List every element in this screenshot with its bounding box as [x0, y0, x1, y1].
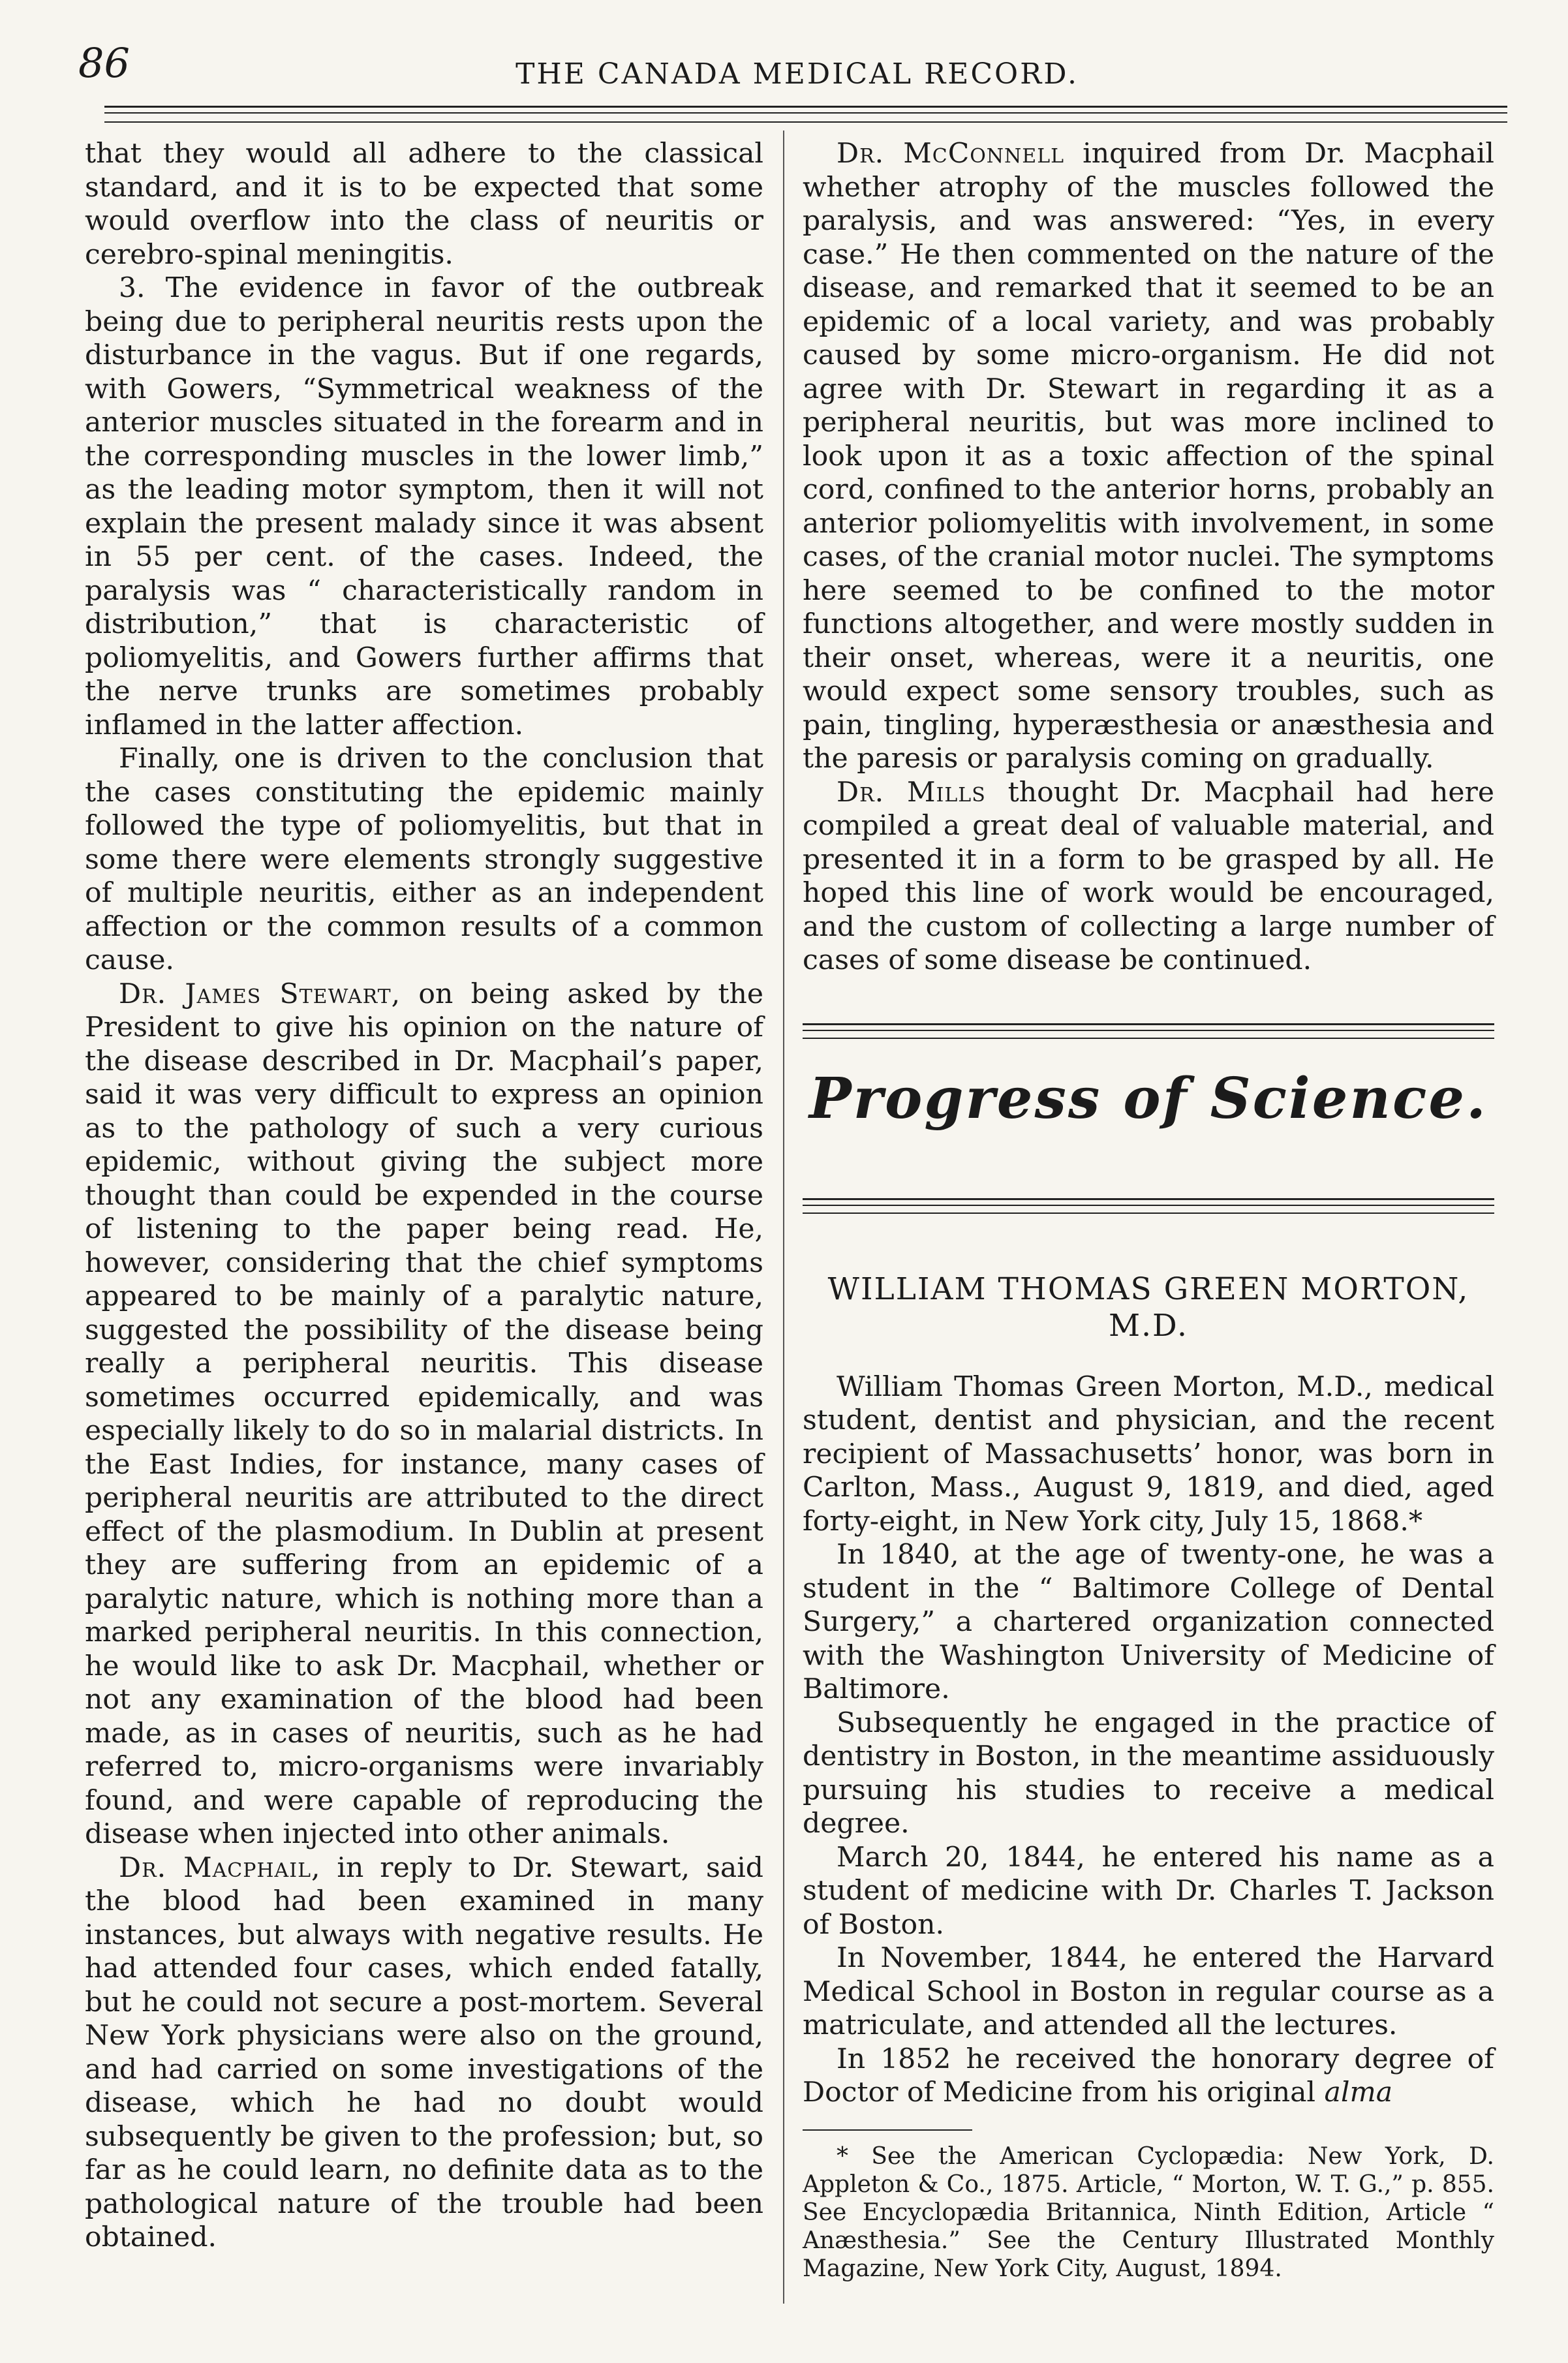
- footnote-rule: [803, 2129, 972, 2131]
- running-head: THE CANADA MEDICAL RECORD.: [515, 57, 1079, 91]
- section-rule: [803, 1205, 1494, 1206]
- paragraph: Finally, one is driven to the conclusion that the cases constituting the epidemic mainly followed the type of poliomyelitis, but that in some there were elements strongly suggestive of multiple neuritis, either as an independent affection or the common results of a common cause.: [85, 743, 763, 976]
- section-rule: [803, 1023, 1494, 1025]
- speaker-name: Dr. Mills: [837, 776, 986, 809]
- footnote: * See the American Cyclopædia: New York, D. Appleton & Co., 1875. Article, “ Morton, W. T. G.,” p. 855. See Encyclopædia Britannica, Ninth Edition, Article “ Anæsthesia.” See the Century Illustrated Monthly Magazine, New York City, August, 1894.: [803, 2142, 1494, 2282]
- paragraph-text: on being asked by the President to give his opinion on the nature of the disease described in Dr. Macphail’s paper, said it was very difficult to express an opinion as to the pathology of such a very curious epidemic, without giving the subject more thought than could be expended in the course of listening to the paper being read. He, however, considering that the chief symptoms appeared to be mainly of a paralytic nature, suggested the possibility of the disease being really a peripheral neuritis. This disease sometimes occurred epidemically, and was especially likely to do so in malarial districts. In the East Indies, for instance, many cases of peripheral neuritis are attributed to the direct effect of the plasmodium. In Dublin at present they are suffering from an epidemic of a paralytic nature, which is nothing more than a marked peripheral neuritis. In this connection, he would like to ask Dr. Macphail, whether or not any examination of the blood had been made, as in cases of neuritis, such as he had referred to, micro-organisms were invariably found, and were capable of reproducing the disease when injected into other animals.: [85, 978, 763, 1850]
- paragraph-text: inquired from Dr. Macphail whether atrophy of the muscles followed the paralysis, and was answered: “Yes, in every case.” He then commented on the nature of the disease, and remarked that it seemed to be an epidemic of a local variety, and was probably caused by some micro-organism. He did not agree with Dr. Stewart in regarding it as a peripheral neuritis, but was more inclined to look upon it as a toxic affection of the spinal cord, confined to the anterior horns, probably an anterior poliomyelitis with involvement, in some cases, of the cranial motor nuclei. The symptoms here seemed to be confined to the motor functions altogether, and were mostly sudden in their onset, whereas, were it a neuritis, one would expect some sensory troubles, such as pain, tingling, hyperæsthesia or anæsthesia and the paresis or paralysis coming on gradually.: [803, 138, 1494, 775]
- section-break: [803, 978, 1494, 1271]
- speaker-name: Dr. James Stewart,: [119, 978, 401, 1010]
- section-rule: [803, 1212, 1494, 1214]
- section-title: Progress of Science.: [809, 1065, 1488, 1132]
- right-column: [803, 137, 1494, 2283]
- speaker-name: Dr. McConnell: [837, 138, 1065, 170]
- paragraph-text: thought Dr. Macphail had here compiled a great deal of valuable material, and presented it in a form to be grasped by all. He hoped this line of work would be encouraged, and the custom of collecting a large number of cases of some disease be continued.: [803, 776, 1494, 976]
- page-number: 86: [78, 39, 130, 87]
- section-rule: [803, 1038, 1494, 1039]
- paragraph: In November, 1844, he entered the Harvard Medical School in Boston in regular course as a matriculate, and attended all the lectures.: [803, 1942, 1494, 2041]
- paragraph: [85, 978, 763, 1851]
- paragraph: [85, 1851, 763, 2255]
- header-rule: [104, 112, 1507, 114]
- speaker-name: Dr. Macphail,: [119, 1851, 321, 1884]
- section-rule: [803, 1030, 1494, 1031]
- paragraph: William Thomas Green Morton, M.D., medical student, dentist and physician, and the recent recipient of Massachusetts’ honor, was born in Carlton, Mass., August 9, 1819, and died, aged forty-eight, in New York city, July 15, 1868.*: [803, 1370, 1494, 1537]
- paragraph: March 20, 1844, he entered his name as a student of medicine with Dr. Charles T. Jackson of Boston.: [803, 1841, 1494, 1941]
- paragraph: [803, 137, 1494, 776]
- section-rule: [803, 1198, 1494, 1200]
- paragraph: [803, 2043, 1494, 2110]
- italic-word: alma: [1324, 2077, 1393, 2108]
- header-rule: [104, 121, 1507, 123]
- article-title: WILLIAM THOMAS GREEN MORTON, M.D.: [827, 1271, 1469, 1344]
- paragraph: Subsequently he engaged in the practice of dentistry in Boston, in the meantime assiduously pursuing his studies to receive a medical degree.: [803, 1707, 1494, 1840]
- paragraph: 3. The evidence in favor of the outbreak being due to peripheral neuritis rests upon the disturbance in the vagus. But if one regards, with Gowers, “Symmetrical weakness of the anterior muscles situated in the forearm and in the corresponding muscles in the lower limb,” as the leading motor symptom, then it will not explain the present malady since it was absent in 55 per cent. of the cases. Indeed, the paralysis was “ characteristically random in distribution,” that is characteristic of poliomyelitis, and Gowers further affirms that the nerve trunks are sometimes probably inflamed in the latter affection.: [85, 272, 763, 741]
- left-column: [85, 137, 763, 2255]
- paragraph: [803, 776, 1494, 978]
- column-divider: [783, 131, 784, 2304]
- header-rule: [104, 106, 1507, 108]
- paragraph: that they would all adhere to the classical standard, and it is to be expected that some would overflow into the class of neuritis or cerebro-spinal meningitis.: [85, 138, 763, 271]
- paragraph: In 1840, at the age of twenty-one, he was a student in the “ Baltimore College of Dental Surgery,” a chartered organization connected with the Washington University of Medicine of Baltimore.: [803, 1539, 1494, 1705]
- paragraph-text: in reply to Dr. Stewart, said the blood had been examined in many instances, but always with negative results. He had attended four cases, which ended fatally, but he could not secure a post-mortem. Several New York physicians were also on the ground, and had carried on some investigations of the disease, which he had no doubt would subsequently be given to the profession; but, so far as he could learn, no definite data as to the pathological nature of the trouble had been obtained.: [85, 1851, 763, 2253]
- paragraph-text: In 1852 he received the honorary degree of Doctor of Medicine from his original: [803, 2043, 1494, 2108]
